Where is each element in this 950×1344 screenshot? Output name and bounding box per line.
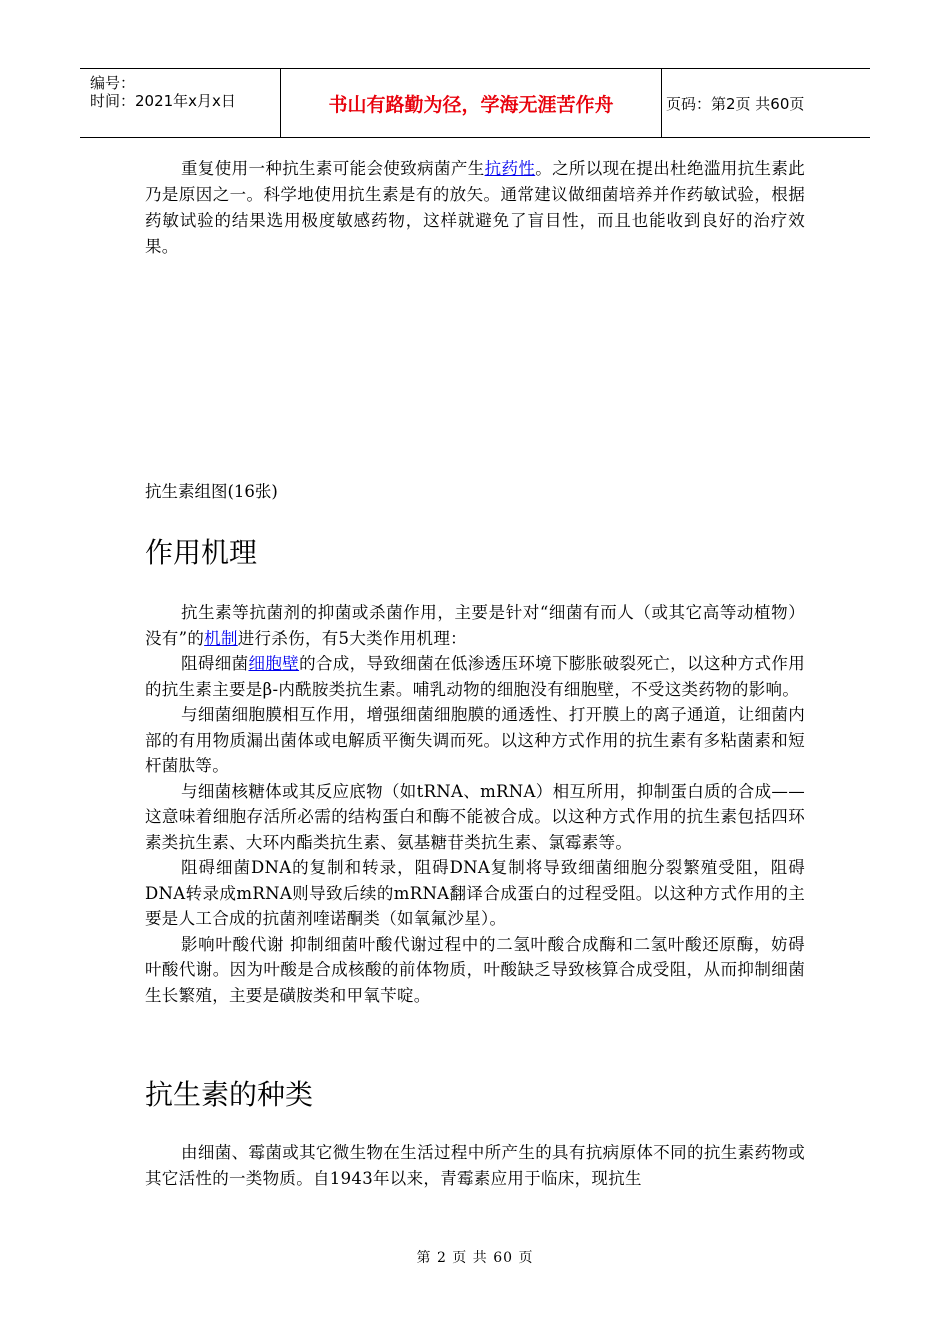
section-heading-mechanism: 作用机理 (145, 536, 258, 569)
gallery-caption-text: 抗生素组图(16张) (145, 482, 278, 501)
types-section (145, 1077, 805, 1113)
mechanism-dna-paragraph: 阻碍细菌DNA的复制和转录，阻碍DNA复制将导致细菌细胞分裂繁殖受阻，阻碍DNA转录成mRNA则导致后续的mRNA翻译合成蛋白的过程受阻。以这种方式作用的主要是人工合成的抗菌剂喹诺酮类（如氧氟沙星）。 (145, 858, 805, 928)
intro-section (145, 156, 805, 260)
link-mechanism[interactable]: 机制 (204, 628, 238, 648)
gallery-caption[interactable] (145, 480, 805, 504)
types-paragraph: 由细菌、霉菌或其它微生物在生活过程中所产生的具有抗病原体不同的抗生素药物或其它活性的一类物质。自1943年以来，青霉素应用于临床，现抗生 (145, 1143, 805, 1188)
link-cell-wall[interactable]: 细胞壁 (248, 654, 300, 673)
header-page-info: 页码：第2页 共60页 (666, 94, 805, 113)
intro-paragraph: 重复使用一种抗生素可能会使致病菌产生抗药性。之所以现在提出杜绝滥用抗生素此乃是原因之一。科学地使用抗生素是有的放矢。通常建议做细菌培养并作药敏试验，根据药敏试验的结果选用极度敏感药物，这样就避免了盲目性，而且也能收到良好的治疗效果。 (145, 159, 805, 256)
mechanism-membrane-paragraph: 与细菌细胞膜相互作用，增强细菌细胞膜的通透性、打开膜上的离子通道，让细菌内部的有用物质漏出菌体或电解质平衡失调而死。以这种方式作用的抗生素有多粘菌素和短杆菌肽等。 (145, 705, 805, 775)
mechanism-section (145, 535, 805, 571)
mechanism-cell-wall-paragraph: 阻碍细菌细胞壁的合成，导致细菌在低渗透压环境下膨胀破裂死亡，以这种方式作用的抗生素主要是β-内酰胺类抗生素。哺乳动物的细胞没有细胞壁，不受这类药物的影响。 (145, 654, 806, 699)
document-number-label: 编号： (90, 74, 136, 92)
link-drug-resistance[interactable]: 抗药性 (484, 159, 536, 178)
mechanism-ribosome-paragraph: 与细菌核糖体或其反应底物（如tRNA、mRNA）相互所用，抑制蛋白质的合成——这意味着细胞存活所必需的结构蛋白和酶不能被合成。以这种方式作用的抗生素包括四环素类抗生素、大环内酯类抗生素、氨基糖苷类抗生素、氯霉素等。 (145, 781, 805, 852)
types-body (145, 1140, 805, 1192)
page-footer: 第 2 页 共 60 页 (416, 1250, 534, 1266)
document-time-label: 时间：2021年x月x日 (90, 92, 236, 110)
header-motto: 书山有路勤为径，学海无涯苦作舟 (281, 69, 662, 137)
mechanism-body (145, 600, 805, 1008)
mechanism-intro-paragraph: 抗生素等抗菌剂的抑菌或杀菌作用，主要是针对“细菌有而人（或其它高等动植物）没有”的机制进行杀伤，有5大类作用机理： (145, 603, 805, 648)
section-heading-types: 抗生素的种类 (145, 1078, 314, 1111)
header-meta (80, 69, 281, 137)
page-header (80, 68, 870, 138)
mechanism-folate-paragraph: 影响叶酸代谢 抑制细菌叶酸代谢过程中的二氢叶酸合成酶和二氢叶酸还原酶，妨碍叶酸代谢。因为叶酸是合成核酸的前体物质，叶酸缺乏导致核算合成受阻，从而抑制细菌生长繁殖，主要是磺胺类和甲氧苄啶。 (145, 934, 805, 1005)
